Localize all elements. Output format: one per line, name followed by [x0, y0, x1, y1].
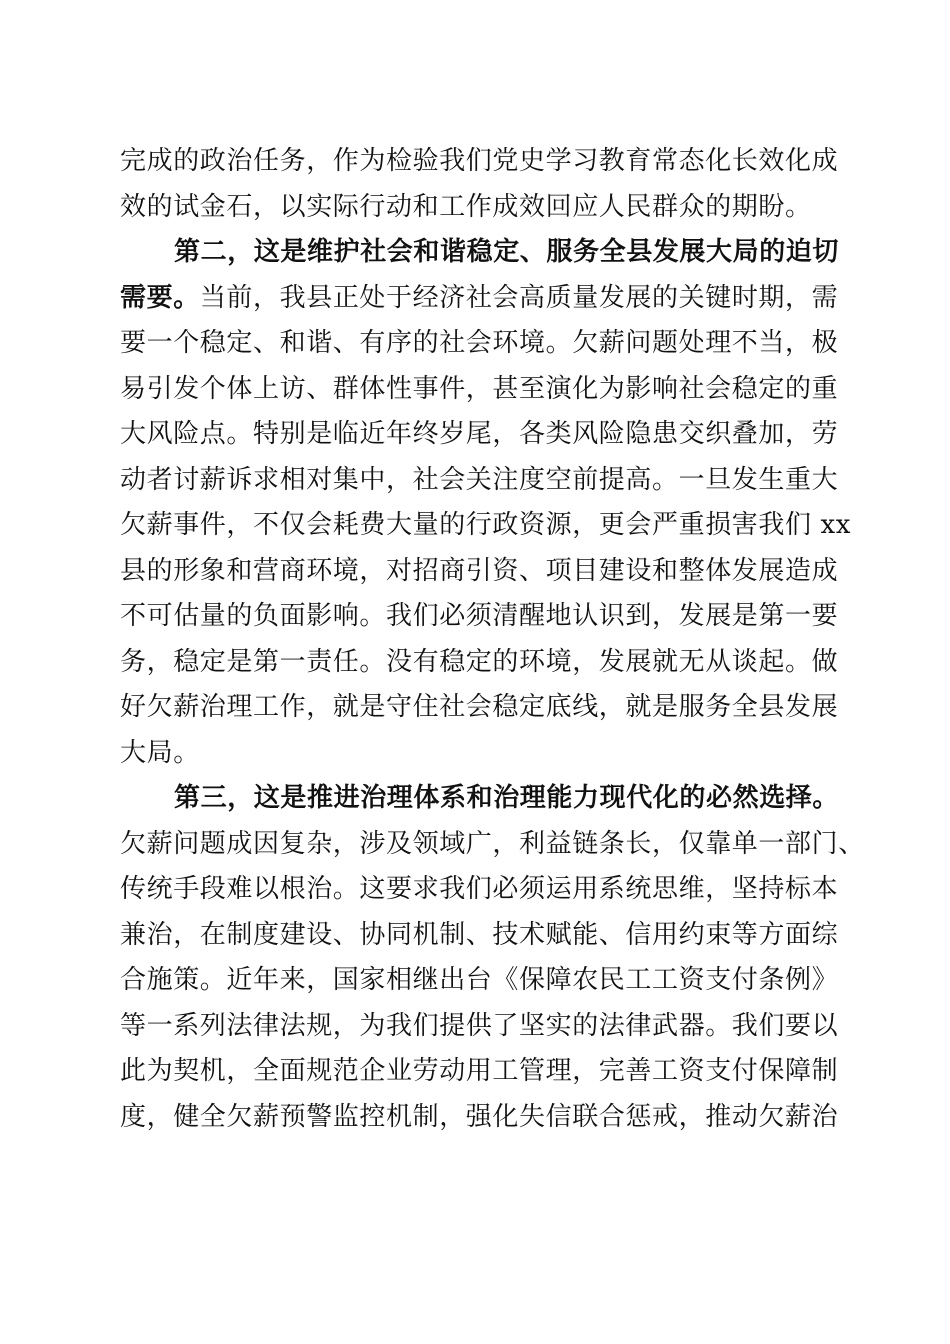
line-text: 等一系列法律法规，为我们提供了坚实的法律武器。我们要以	[120, 1010, 839, 1041]
text-line	[120, 549, 839, 595]
line-text: 动者讨薪诉求相对集中，社会关注度空前提高。一旦发生重大	[120, 464, 839, 495]
section-heading: 需要。	[120, 282, 200, 313]
body-text	[120, 139, 865, 1140]
text-line	[120, 1049, 839, 1095]
text-line	[120, 958, 839, 1004]
text-line	[120, 867, 839, 913]
section-heading: 第二，这是维护社会和谐稳定、服务全县发展大局的迫切	[174, 237, 840, 267]
line-text: 易引发个体上访、群体性事件，甚至演化为影响社会稳定的重	[120, 373, 839, 404]
line-text: 完成的政治任务，作为检验我们党史学习教育常态化长效化成	[120, 146, 839, 176]
line-text: 度，健全欠薪预警监控机制，强化失信联合惩戒，推动欠薪治	[120, 1101, 839, 1132]
line-text: 好欠薪治理工作，就是守住社会稳定底线，就是服务全县发展	[120, 692, 839, 722]
line-text: 效的试金石，以实际行动和工作成效回应人民群众的期盼。	[120, 191, 812, 222]
line-text: 大风险点。特别是临近年终岁尾，各类风险隐患交织叠加，劳	[120, 419, 839, 449]
line-text: 欠薪事件，不仅会耗费大量的行政资源，更会严重损害我们 xx	[120, 510, 851, 540]
line-text: 合施策。近年来，国家相继出台《保障农民工工资支付条例》	[120, 965, 839, 995]
text-line	[120, 685, 839, 731]
text-line	[120, 503, 851, 549]
text-line	[120, 913, 839, 959]
text-line	[120, 139, 839, 185]
text-line	[120, 776, 840, 822]
text-line	[120, 321, 839, 367]
line-text: 要一个稳定、和谐、有序的社会环境。欠薪问题处理不当，极	[120, 328, 839, 358]
line-text: 不可估量的负面影响。我们必须清醒地认识到，发展是第一要	[120, 601, 839, 631]
line-text: 县的形象和营商环境，对招商引资、项目建设和整体发展造成	[120, 555, 839, 586]
text-line	[120, 1095, 839, 1141]
text-line	[120, 594, 839, 640]
text-line	[120, 185, 830, 231]
text-line	[120, 367, 839, 413]
section-heading: 第三，这是推进治理体系和治理能力现代化的必然选择。	[174, 783, 840, 813]
line-text: 此为契机，全面规范企业劳动用工管理，完善工资支付保障制	[120, 1056, 839, 1086]
line-text: 务，稳定是第一责任。没有稳定的环境，发展就无从谈起。做	[120, 646, 839, 677]
text-line	[120, 230, 840, 276]
text-line	[120, 822, 865, 868]
text-line	[120, 412, 839, 458]
line-text: 欠薪问题成因复杂，涉及领域广，利益链条长，仅靠单一部门、	[120, 828, 865, 859]
line-text: 当前，我县正处于经济社会高质量发展的关键时期，需	[199, 282, 839, 313]
text-line	[120, 731, 830, 777]
line-text: 兼治，在制度建设、协同机制、技术赋能、信用约束等方面综	[120, 919, 839, 950]
text-line	[120, 276, 839, 322]
text-line	[120, 458, 839, 504]
line-text: 大局。	[120, 737, 200, 768]
line-text: 传统手段难以根治。这要求我们必须运用系统思维，坚持标本	[120, 874, 839, 904]
text-line	[120, 1004, 839, 1050]
text-line	[120, 640, 839, 686]
